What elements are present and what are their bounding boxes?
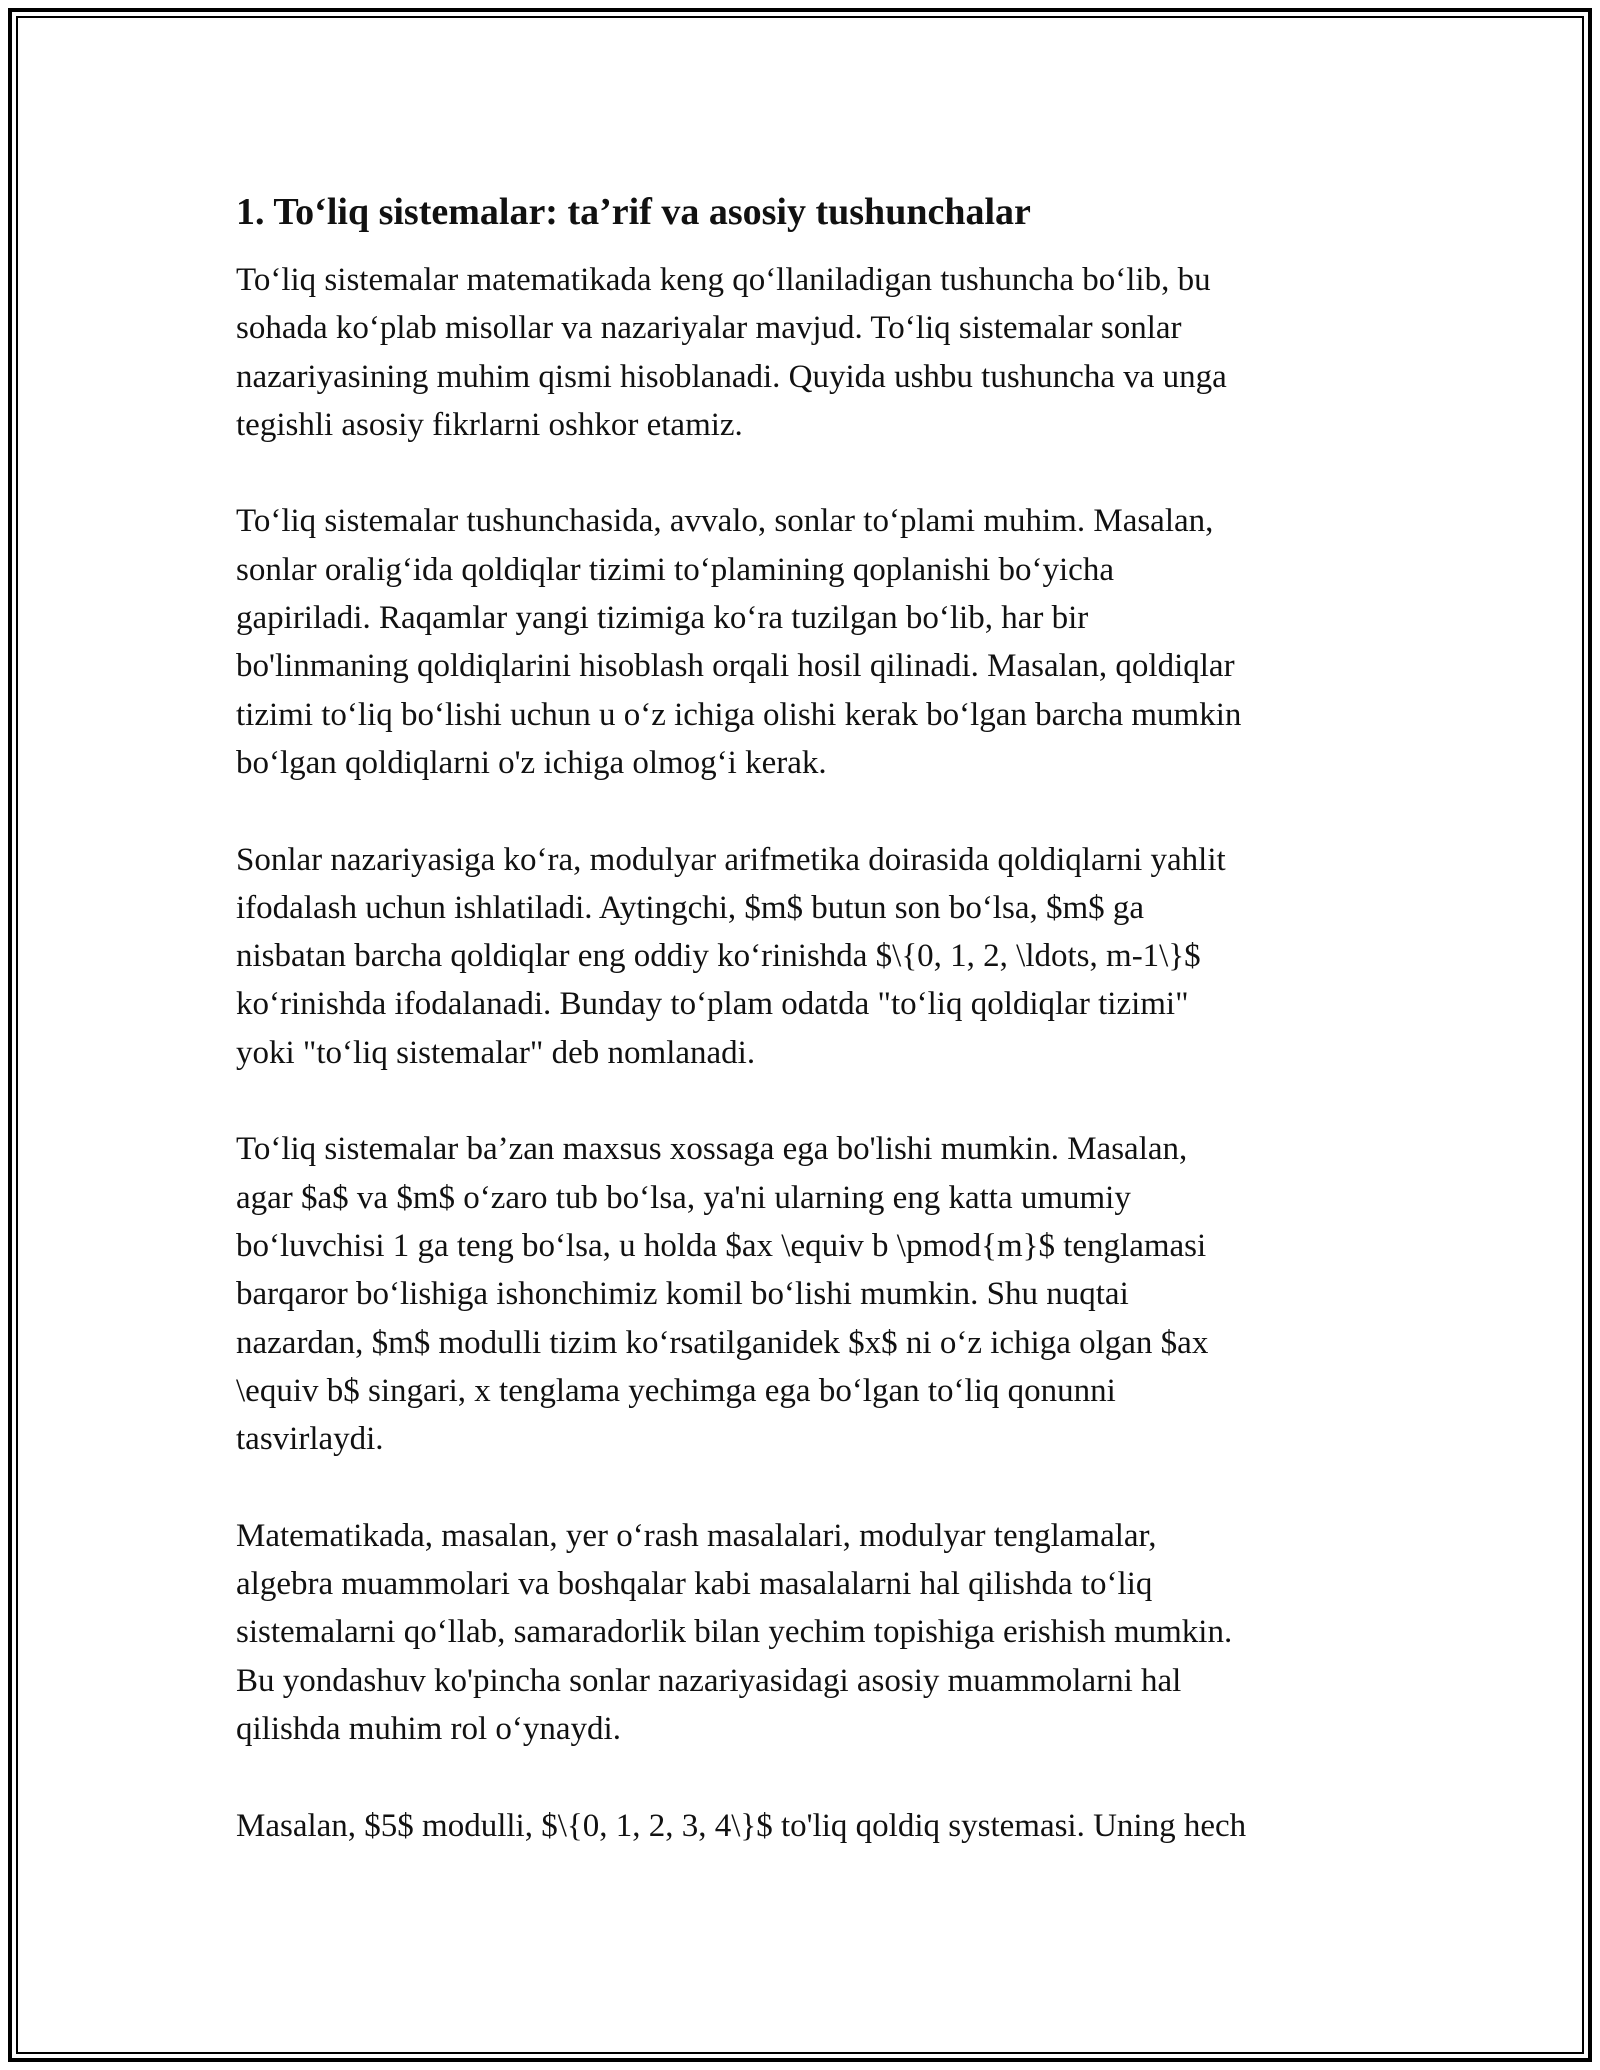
section-heading: 1. To‘liq sistemalar: ta’rif va asosiy tushunchalar bbox=[236, 191, 1031, 233]
text-line: bo'linmaning qoldiqlarini hisoblash orqali hosil qilinadi. Masalan, qoldiqlar bbox=[236, 648, 1235, 685]
text-line: tizimi to‘liq bo‘lishi uchun u o‘z ichiga olishi kerak bo‘lgan barcha mumkin bbox=[236, 696, 1242, 733]
text-line: sonlar oralig‘ida qoldiqlar tizimi to‘plamining qoplanishi bo‘yicha bbox=[236, 551, 1114, 588]
document-body bbox=[236, 186, 1376, 1898]
paragraph-3 bbox=[236, 836, 1376, 1077]
text-line: To‘liq sistemalar tushunchasida, avvalo, sonlar to‘plami muhim. Masalan, bbox=[236, 503, 1214, 540]
text-line: Masalan, $5$ modulli, $\{0, 1, 2, 3, 4\}$ to'liq qoldiq systemasi. Uning hech bbox=[236, 1807, 1247, 1844]
text-line: Matematikada, masalan, yer o‘rash masalalari, modulyar tenglamalar, bbox=[236, 1517, 1157, 1554]
text-line: ko‘rinishda ifodalanadi. Bunday to‘plam odatda "to‘liq qoldiqlar tizimi" bbox=[236, 986, 1189, 1023]
text-line: sistemalarni qo‘llab, samaradorlik bilan yechim topishiga erishish mumkin. bbox=[236, 1614, 1233, 1651]
text-line: \equiv b$ singari, x tenglama yechimga ega bo‘lgan to‘liq qonunni bbox=[236, 1372, 1116, 1409]
text-line: tegishli asosiy fikrlarni oshkor etamiz. bbox=[236, 406, 743, 443]
paragraph-5 bbox=[236, 1512, 1376, 1753]
text-line: Bu yondashuv ko'pincha sonlar nazariyasidagi asosiy muammolarni hal bbox=[236, 1662, 1182, 1699]
text-line: Sonlar nazariyasiga ko‘ra, modulyar arifmetika doirasida qoldiqlarni yahlit bbox=[236, 841, 1226, 878]
text-line: bo‘luvchisi 1 ga teng bo‘lsa, u holda $ax \equiv b \pmod{m}$ tenglamasi bbox=[236, 1227, 1207, 1264]
text-line: nazardan, $m$ modulli tizim ko‘rsatilganidek $x$ ni o‘z ichiga olgan $ax bbox=[236, 1324, 1209, 1361]
text-line: To‘liq sistemalar matematikada keng qo‘llaniladigan tushuncha bo‘lib, bu bbox=[236, 262, 1211, 298]
text-line: nisbatan barcha qoldiqlar eng oddiy ko‘rinishda $\{0, 1, 2, \ldots, m-1\}$ bbox=[236, 938, 1201, 975]
text-line: To‘liq sistemalar ba’zan maxsus xossaga ega bo'lishi mumkin. Masalan, bbox=[236, 1131, 1188, 1168]
paragraph-2 bbox=[236, 497, 1376, 787]
text-line: nazariyasining muhim qismi hisoblanadi. Quyida ushbu tushuncha va unga bbox=[236, 358, 1227, 395]
paragraph-1 bbox=[236, 256, 1376, 449]
text-line: sohada ko‘plab misollar va nazariyalar mavjud. To‘liq sistemalar sonlar bbox=[236, 310, 1182, 347]
text-line: agar $a$ va $m$ o‘zaro tub bo‘lsa, ya'ni ularning eng katta umumiy bbox=[236, 1179, 1131, 1216]
text-line: yoki "to‘liq sistemalar" deb nomlanadi. bbox=[236, 1034, 756, 1071]
paragraph-4 bbox=[236, 1125, 1376, 1463]
text-line: gapiriladi. Raqamlar yangi tizimiga ko‘ra tuzilgan bo‘lib, har bir bbox=[236, 600, 1089, 637]
paragraph-6 bbox=[236, 1802, 1376, 1850]
text-line: ifodalash uchun ishlatiladi. Aytingchi, $m$ butun son bo‘lsa, $m$ ga bbox=[236, 889, 1145, 926]
text-line: algebra muammolari va boshqalar kabi masalalarni hal qilishda to‘liq bbox=[236, 1566, 1153, 1603]
text-line: qilishda muhim rol o‘ynaydi. bbox=[236, 1710, 621, 1747]
text-line: tasvirlaydi. bbox=[236, 1421, 384, 1458]
text-line: bo‘lgan qoldiqlarni o'z ichiga olmog‘i kerak. bbox=[236, 744, 827, 781]
text-line: barqaror bo‘lishiga ishonchimiz komil bo‘lishi mumkin. Shu nuqtai bbox=[236, 1276, 1129, 1313]
